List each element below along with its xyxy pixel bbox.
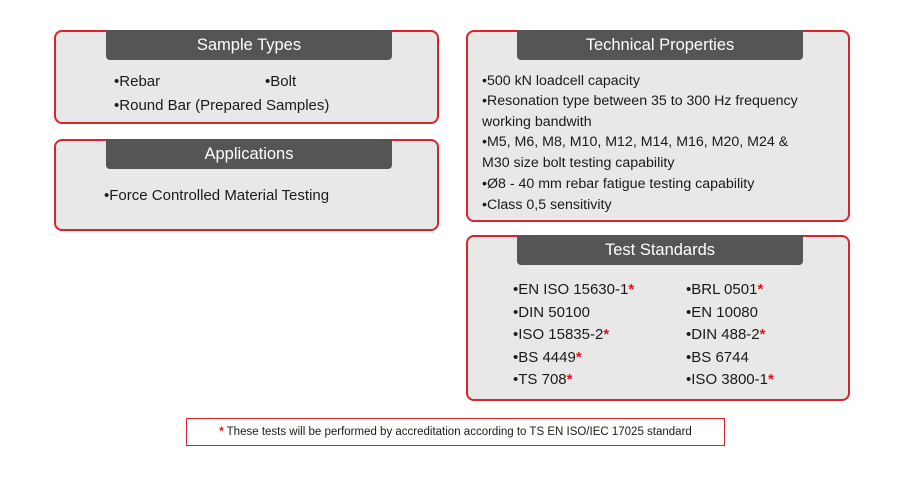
standard-item: •BS 6744 <box>686 349 749 366</box>
standard-item: •EN ISO 15630-1* <box>513 281 635 298</box>
tech-prop-line: •Resonation type between 35 to 300 Hz frequency <box>482 93 798 109</box>
sample-types-title: Sample Types <box>106 30 392 60</box>
accreditation-footnote <box>186 418 725 446</box>
footnote-text: These tests will be performed by accreditation according to TS EN ISO/IEC 17025 standard <box>223 426 692 438</box>
standard-item: •BS 4449* <box>513 349 582 366</box>
tech-prop-line: •Ø8 - 40 mm rebar fatigue testing capability <box>482 176 755 192</box>
technical-properties-panel <box>466 30 850 222</box>
standard-item: •ISO 15835-2* <box>513 326 610 343</box>
sample-type-bolt: •Bolt <box>265 73 297 90</box>
technical-properties-title: Technical Properties <box>517 30 803 60</box>
application-force-controlled: •Force Controlled Material Testing <box>104 187 330 204</box>
tech-prop-line: •Class 0,5 sensitivity <box>482 197 612 213</box>
standard-item: •DIN 50100 <box>513 304 590 321</box>
tech-prop-line: •500 kN loadcell capacity <box>482 73 640 89</box>
applications-title: Applications <box>106 139 392 169</box>
sample-type-rebar: •Rebar <box>114 73 161 90</box>
test-standards-title: Test Standards <box>517 235 803 265</box>
sample-types-panel <box>54 30 439 124</box>
tech-prop-line: M30 size bolt testing capability <box>482 155 675 171</box>
tech-prop-line: •M5, M6, M8, M10, M12, M14, M16, M20, M24 & <box>482 134 789 150</box>
standard-item: •ISO 3800-1* <box>686 371 774 388</box>
footnote-star: * <box>219 426 224 438</box>
sample-type-round-bar: •Round Bar (Prepared Samples) <box>114 97 330 114</box>
tech-prop-line: working bandwith <box>482 114 592 130</box>
standard-item: •TS 708* <box>513 371 573 388</box>
standard-item: •DIN 488-2* <box>686 326 766 343</box>
standard-item: •EN 10080 <box>686 304 758 321</box>
test-standards-panel <box>466 235 850 401</box>
standard-item: •BRL 0501* <box>686 281 764 298</box>
applications-panel <box>54 139 439 231</box>
